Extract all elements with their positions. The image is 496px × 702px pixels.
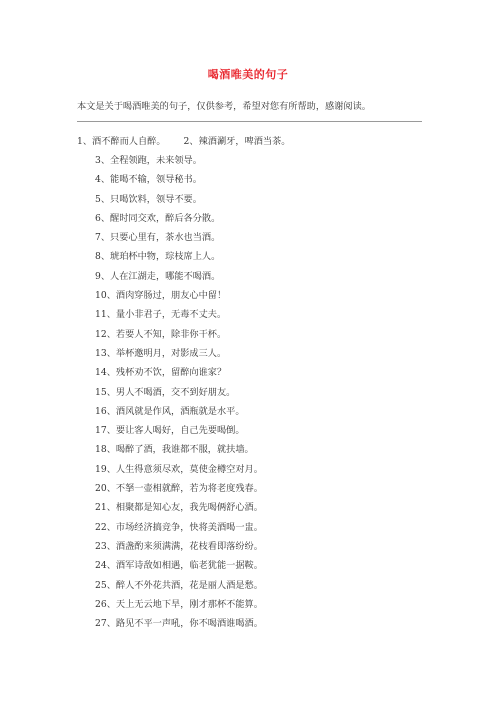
list-item: 2、辣酒涮牙，啤酒当茶。 — [183, 136, 291, 147]
list-item: 23、酒盏酌来须满满，花枝看即落纷纷。 — [95, 540, 263, 552]
list-item: 18、喝醉了酒，我谁都不服，就扶墙。 — [95, 444, 254, 456]
list-item: 17、要让客人喝好，自己先要喝倒。 — [95, 425, 245, 437]
list-item: 11、量小非君子，无毒不丈夫。 — [95, 309, 227, 321]
list-item: 4、能喝不输，领导秘书。 — [95, 174, 202, 186]
list-item: 6、醒时同交欢，醉后各分散。 — [95, 212, 221, 224]
list-item: 26、天上无云地下旱，刚才那杯不能算。 — [95, 598, 263, 610]
list-item: 1、酒不醉而人自醉。 — [77, 136, 166, 147]
list-item: 19、人生得意须尽欢，莫使金樽空对月。 — [95, 463, 263, 475]
first-line — [77, 133, 290, 147]
list-item: 25、醉人不外花共酒，花是丽人酒是愁。 — [95, 579, 263, 591]
list-item: 13、举杯邀明月，对影成三人。 — [95, 347, 227, 359]
list-item: 15、男人不喝酒，交不到好朋友。 — [95, 386, 236, 398]
list-item: 27、路见不平一声吼，你不喝酒谁喝酒。 — [95, 618, 263, 630]
list-item: 16、酒风就是作风，酒瓶就是水平。 — [95, 405, 245, 417]
list-item: 12、若要人不知，除非你干杯。 — [95, 328, 227, 340]
list-item: 3、全程领跑，未来领导。 — [95, 155, 202, 166]
list-item: 22、市场经济搞竞争，快将美酒喝一盅。 — [95, 521, 263, 533]
list-item: 10、酒肉穿肠过，朋友心中留！ — [95, 290, 227, 302]
list-item: 24、酒军诗敌如相遇，临老犹能一据鞍。 — [95, 560, 263, 572]
intro-text: 本文是关于喝酒唯美的句子，仅供参考，希望对您有所帮助，感谢阅读。 — [77, 101, 371, 112]
list-item: 20、不拏一壶相就醉，若为将老度残春。 — [95, 483, 263, 495]
sentence-list — [95, 155, 263, 637]
document-title: 喝酒唯美的句子 — [207, 68, 289, 81]
list-item: 7、只要心里有，茶水也当酒。 — [95, 232, 221, 244]
list-item: 14、残杯劝不饮，留醉向谁家？ — [95, 367, 227, 379]
list-item: 21、相聚都是知心友，我先喝俩舒心酒。 — [95, 502, 263, 514]
divider-line — [77, 121, 422, 122]
list-item: 9、人在江湖走，哪能不喝酒。 — [95, 270, 221, 282]
list-item: 5、只喝饮料，领导不要。 — [95, 193, 202, 205]
list-item: 8、琥珀杯中物，琮枝席上人。 — [95, 251, 221, 263]
